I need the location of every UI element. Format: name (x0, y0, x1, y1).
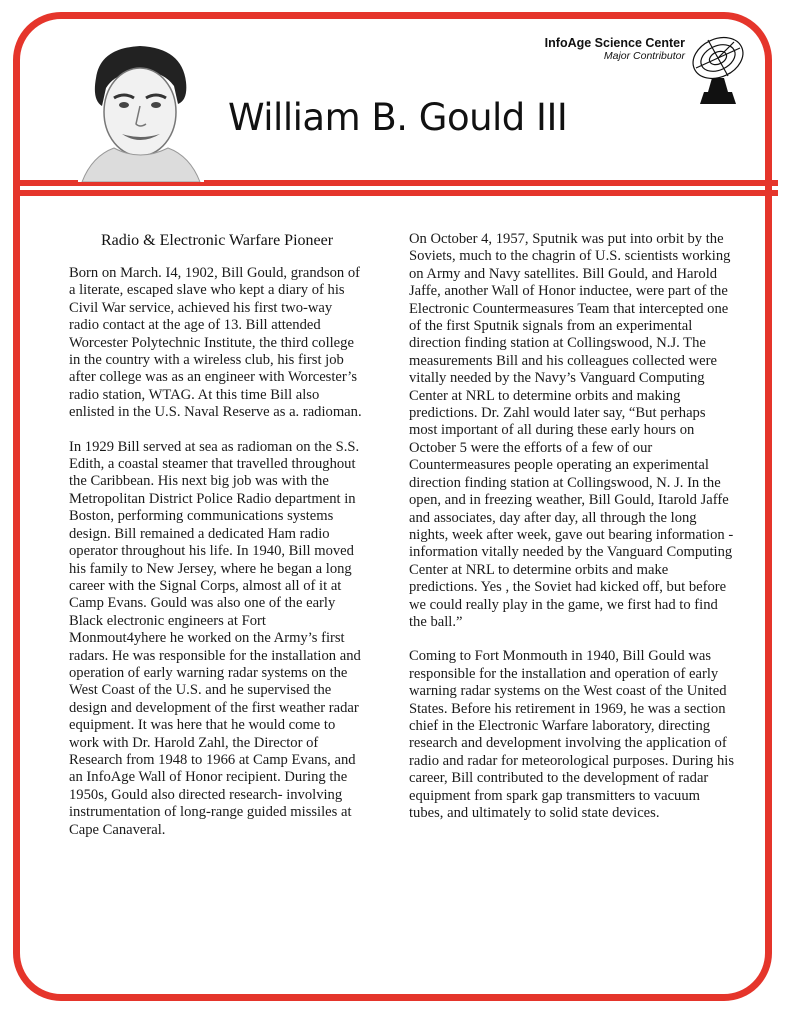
paragraph: In 1929 Bill served at sea as radioman on the S.S. Edith, a coastal steamer that travelled throughout the Caribbean. His next big job was with the Metropolitan District Police Radio department in Boston, performing communications systems design. Bill remained a dedicated Ham radio operator throughout his life. In 1940, Bill moved his family to New Jersey, where he began a long career with the Signal Corps, almost all of it at Camp Evans. Gould was also one of the early Black electronic engineers at Fort Monmout4yhere he worked on the Army’s first radars. He was responsible for the installation and operation of early warning radar systems on the West Coast of the U.S. and he supervised the design and development of the first weather radar equipment. It was here that he would come to work with Dr. Harold Zahl, the Director of Research from 1948 to 1966 at Camp Evans, and an InfoAge Wall of Honor recipient. During the 1950s, Gould also directed research- involving instrumentation of long-range guided missiles at Cape Canaveral. (69, 438, 361, 838)
org-name: InfoAge Science Center (544, 36, 685, 50)
paragraph: Coming to Fort Monmouth in 1940, Bill Gould was responsible for the installation and operation of early warning radar systems on the West coast of the United States. Before his retirement in 1969, he was a section chief in the Electronic Warfare laboratory, directing research and development involving the application of radio and radar for meteorological purposes. During his career, Bill contributed to the development of radar equipment from spark gap transmitters to vacuum tubes, and ultimately to solid state devices. (409, 648, 735, 821)
paragraph: Born on March. I4, 1902, Bill Gould, grandson of a literate, escaped slave who kept a diary of his Civil War service, achieved his first two-way radio contact at the age of 13. Bill attended Worcester Polytechnic Institute, the third college in the country with a wireless club, his first job after college was as an engineer with Worcester’s radio station, WTAG. At this time Bill also enlisted in the U.S. Naval Reserve as a. radioman. (69, 265, 362, 421)
page-title: William B. Gould III (228, 96, 568, 139)
org-credit (545, 36, 685, 62)
paragraph: On October 4, 1957, Sputnik was put into orbit by the Soviets, much to the chagrin of U.S. scientists working on Army and Navy satellites. Bill Gould, and Harold Jaffe, another Wall of Honor inductee, were part of the Electronic Countermeasures Team that intercepted one of the first Sputnik signals from an experimental direction finding station at Collingswood, N.J. The measurements Bill and his colleagues collected were vitally needed by the Navy’s Vanguard Computing Center at NRL to determine orbits and making predictions. Dr. Zahl would later say, “But perhaps most important of all during these early hours on October 5 were the efforts of a few of our Countermeasures people operating an experimental direction finding station at Collingswood, N. J. In the open, and in freezing weather, Bill Gould, Itarold Jaffe and associates, day after day, all through the long nights, week after week, gave out bearing information - information vitally needed by the Vanguard Computing Center at NRL to determine orbits and make predictions. Yes , the Soviet had kicked off, but before we could really play in the game, we first had to find the ball.” (409, 231, 734, 630)
portrait-photo (78, 42, 204, 182)
right-column (409, 231, 737, 839)
org-subtitle: Major Contributor (603, 50, 685, 62)
left-column (69, 265, 365, 856)
header-divider-bottom (13, 190, 778, 196)
section-subheading: Radio & Electronic Warfare Pioneer (100, 232, 334, 249)
satellite-dish-icon (690, 30, 752, 110)
